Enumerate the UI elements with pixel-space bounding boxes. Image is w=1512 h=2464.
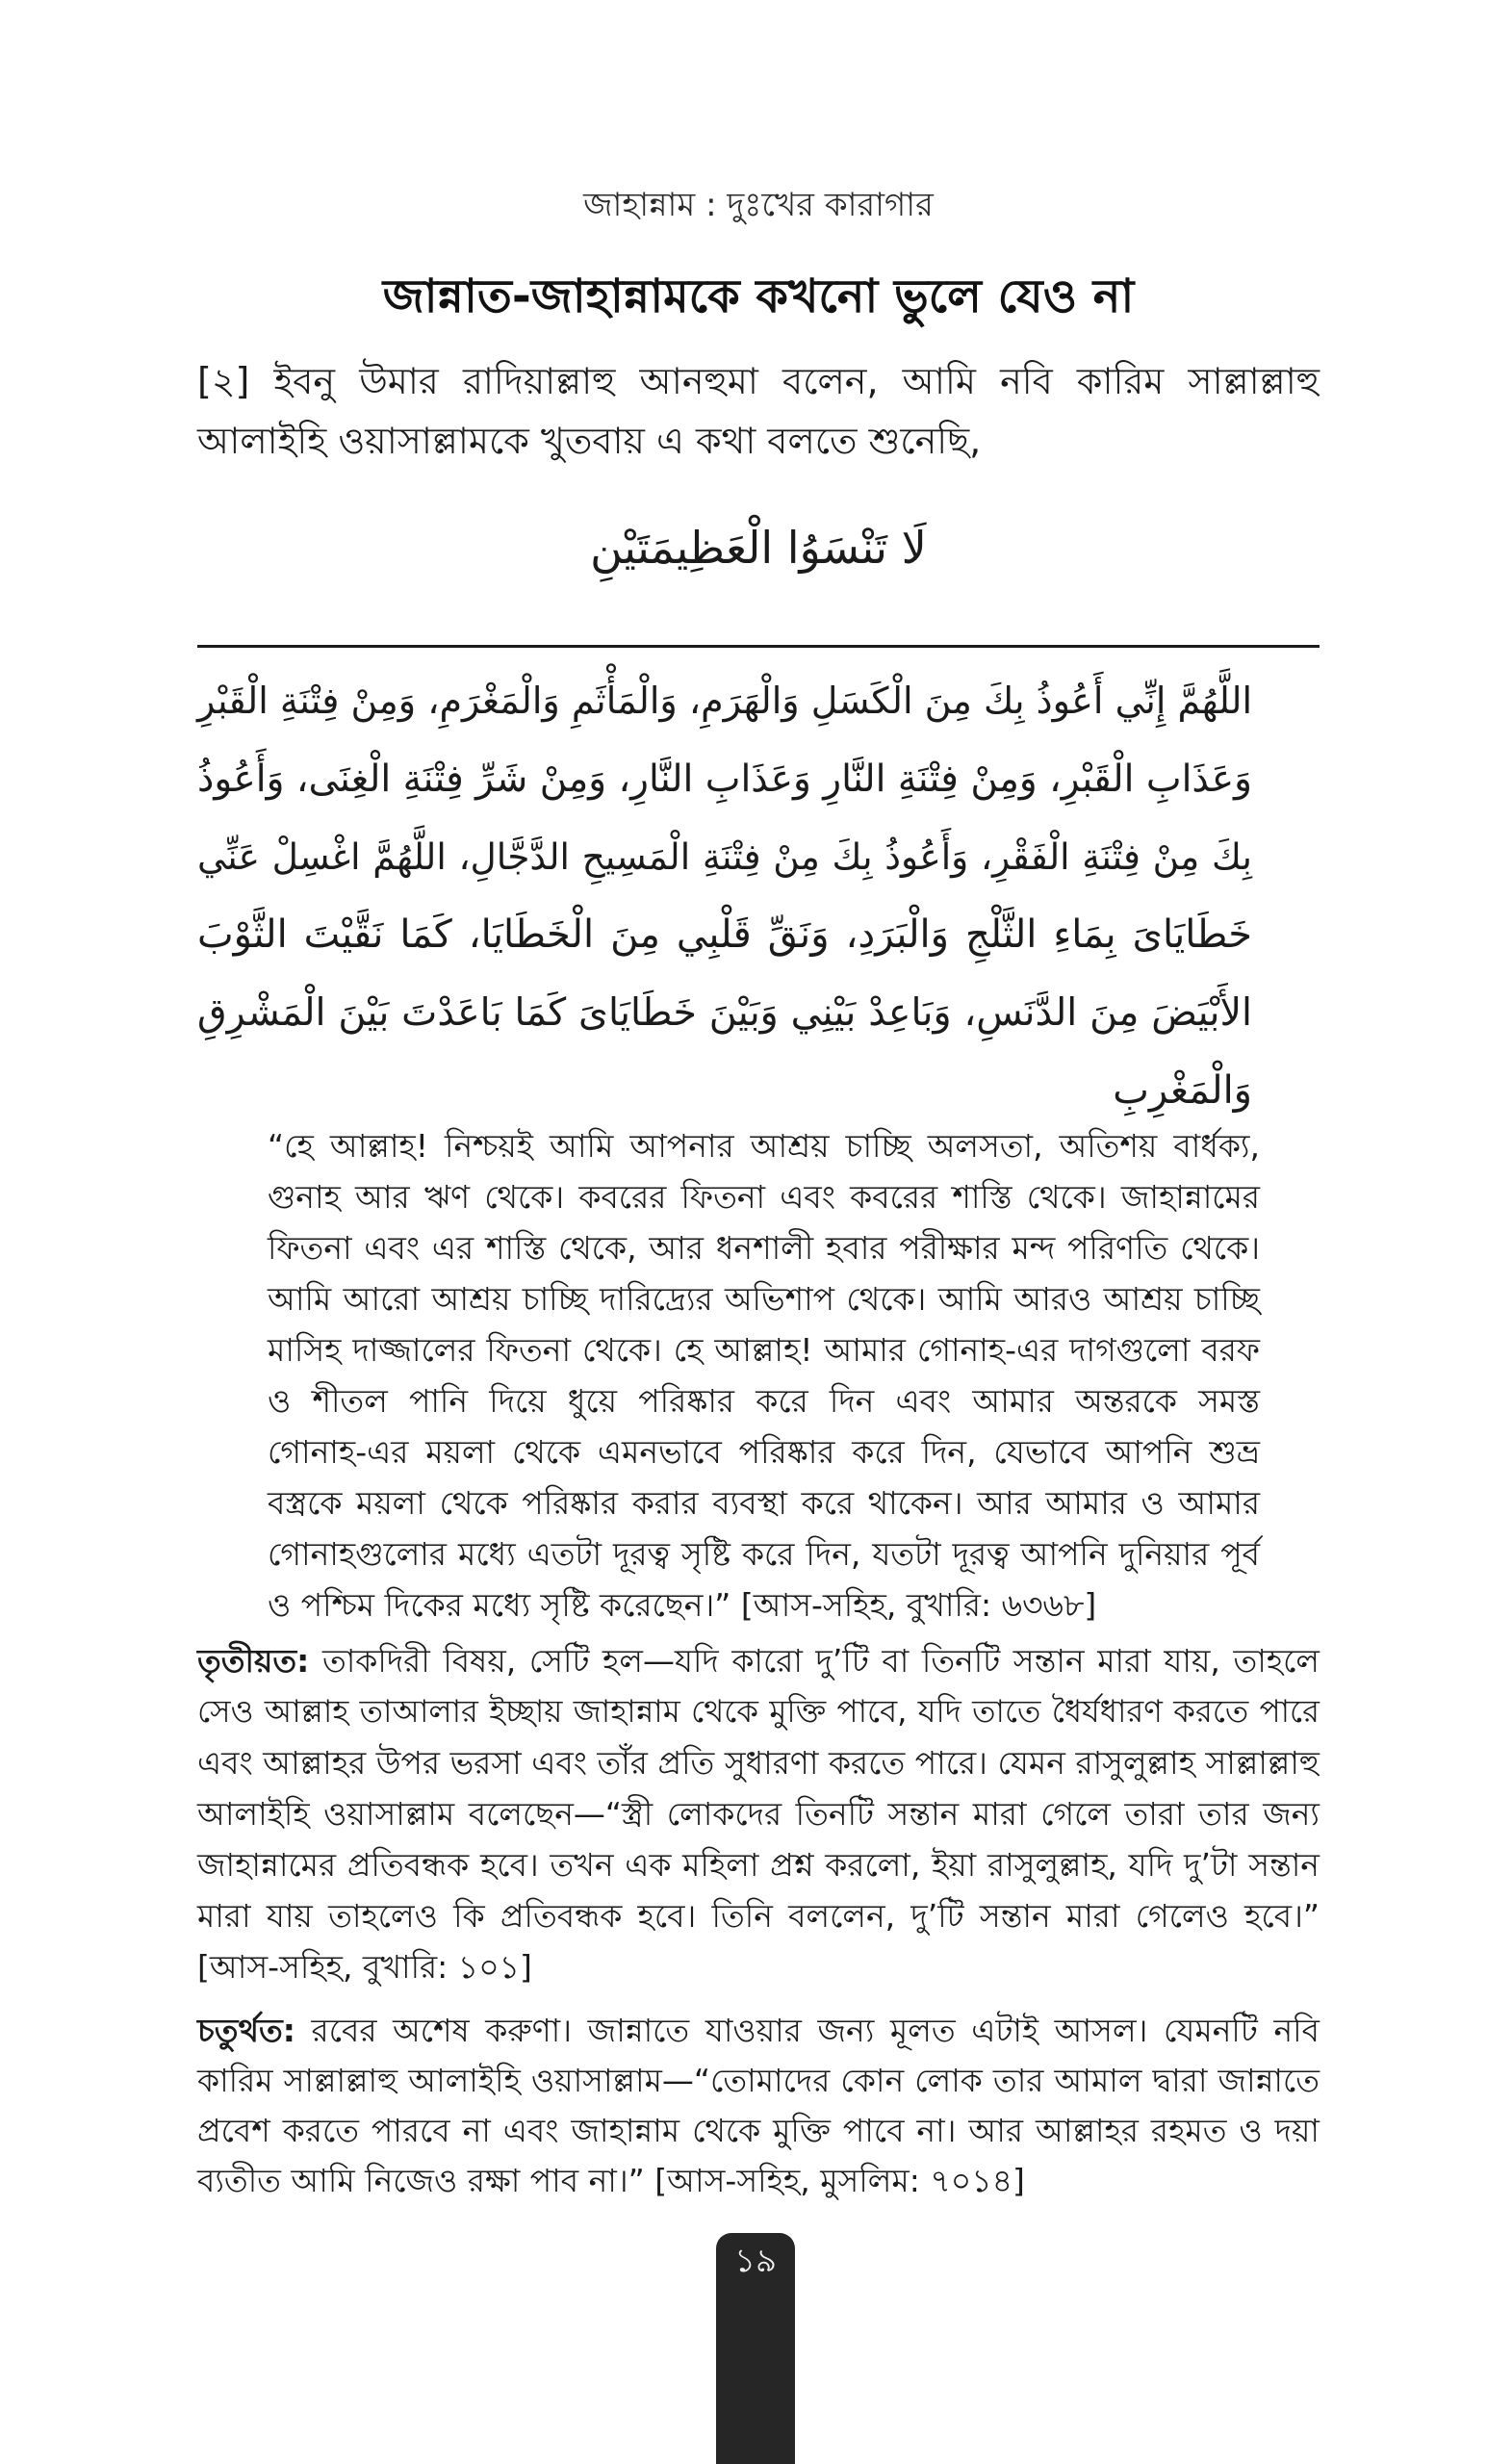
- fourth-point-line: প্রবেশ করতে পারবে না এবং জাহান্নাম থেকে মুক্তি পাবে না। আর আল্লাহর রহমত ও দয়া: [197, 2112, 1320, 2149]
- section-title: জান্নাত-জাহান্নামকে কখনো ভুলে যেও না: [382, 270, 1135, 323]
- translation-line: “হে আল্লাহ! নিশ্চয়ই আমি আপনার আশ্রয় চাচ্ছি অলসতা, অতিশয় বার্ধক্য,: [268, 1127, 1260, 1165]
- hadith-arabic-phrase: لَا تَنْسَوُا الْعَظِيمَتَيْنِ: [590, 522, 927, 574]
- translation-line: বস্ত্রকে ময়লা থেকে পরিষ্কার করার ব্যবস্থা করে থাকেন। আর আমার ও আমার: [268, 1484, 1260, 1522]
- divider: [197, 645, 1320, 648]
- translation-line: গোনাহগুলোর মধ্যে এতটা দূরত্ব সৃষ্টি করে দিন, যতটা দূরত্ব আপনি দুনিয়ার পূর্ব: [268, 1535, 1260, 1573]
- fourth-point-line: ব্যতীত আমি নিজেও রক্ষা পাব না।” [আস-সহিহ, মুসলিম: ৭০১৪]: [197, 2162, 1025, 2199]
- translation-line: ও পশ্চিম দিকের মধ্যে সৃষ্টি করেছেন।” [আস-সহিহ, বুখারি: ৬৩৬৮]: [268, 1586, 1097, 1624]
- line-text: রবের অশেষ করুণা। জান্নাতে যাওয়ার জন্য মূলত এটাই আসল। যেমনটি নবি: [311, 2012, 1320, 2049]
- translation-line: ও শীতল পানি দিয়ে ধুয়ে পরিষ্কার করে দিন এবং আমার অন্তরকে সমস্ত: [268, 1382, 1260, 1420]
- third-point-line: [197, 1635, 1320, 1686]
- page-number-tab: [716, 2233, 795, 2464]
- third-point-line: জাহান্নামের প্রতিবন্ধক হবে। তখন এক মহিলা প্রশ্ন করলো, ইয়া রাসুলুল্লাহ, যদি দু’টা সন্তান: [197, 1846, 1320, 1884]
- hadith-line: আলাইহি ওয়াসাল্লামকে খুতবায় এ কথা বলতে শুনেছি,: [197, 420, 982, 462]
- third-point-paragraph: [197, 1635, 1320, 1992]
- arabic-line: وَعَذَابِ الْقَبْرِ، وَمِنْ فِتْنَةِ النَّارِ وَعَذَابِ النَّارِ، وَمِنْ شَرِّ فِتْنَةِ الْغِنَى، وَأَعُوذُ: [197, 757, 1252, 801]
- arabic-line: الأَبْيَضَ مِنَ الدَّنَسِ، وَبَاعِدْ بَيْنِي وَبَيْنَ خَطَايَاىَ كَمَا بَاعَدْتَ بَيْنَ الْمَشْرِقِ: [197, 990, 1252, 1035]
- translation-line: আমি আরো আশ্রয় চাচ্ছি দারিদ্র্যের অভিশাপ থেকে। আমি আরও আশ্রয় চাচ্ছি: [268, 1280, 1260, 1318]
- arabic-line: اللَّهُمَّ إِنِّي أَعُوذُ بِكَ مِنَ الْكَسَلِ وَالْهَرَمِ، وَالْمَأْثَمِ وَالْمَغْرَمِ، وَمِنْ فِتْنَةِ الْقَبْرِ: [197, 680, 1252, 722]
- third-point-line: মারা যায় তাহলেও কি প্রতিবন্ধক হবে। তিনি বললেন, দু’টি সন্তান মারা গেলেও হবে।”: [197, 1897, 1320, 1935]
- fourth-point-paragraph: [197, 2006, 1320, 2206]
- translation-line: মাসিহ দাজ্জালের ফিতনা থেকে। হে আল্লাহ! আমার গোনাহ-এর দাগগুলো বরফ: [268, 1331, 1260, 1369]
- translation-line: গোনাহ-এর ময়লা থেকে এমনভাবে পরিষ্কার করে দিন, যেভাবে আপনি শুভ্র: [268, 1433, 1260, 1471]
- third-point-line: এবং আল্লাহর উপর ভরসা এবং তাঁর প্রতি সুধারণা করতে পারে। যেমন রাসুলুল্লাহ সাল্লাল্লাহু: [197, 1744, 1320, 1782]
- arabic-line: بِكَ مِنْ فِتْنَةِ الْفَقْرِ، وَأَعُوذُ بِكَ مِنْ فِتْنَةِ الْمَسِيحِ الدَّجَّالِ، اللَّهُمَّ اغْسِلْ عَنِّي: [197, 835, 1252, 878]
- arabic-line: خَطَايَاىَ بِمَاءِ الثَّلْجِ وَالْبَرَدِ، وَنَقِّ قَلْبِي مِنَ الْخَطَايَا، كَمَا نَقَّيْتَ الثَّوْبَ: [197, 912, 1252, 957]
- translation-line: গুনাহ আর ঋণ থেকে। কবরের ফিতনা এবং কবরের শাস্তি থেকে। জাহান্নামের: [268, 1178, 1260, 1216]
- dua-translation-block: [268, 1120, 1260, 1630]
- running-header: জাহান্নাম : দুঃখের কারাগার: [583, 186, 934, 224]
- translation-line: ফিতনা এবং এর শাস্তি থেকে, আর ধনশালী হবার পরীক্ষার মন্দ পরিণতি থেকে।: [268, 1229, 1260, 1267]
- line-text: তাকদিরী বিষয়, সেটি হল—যদি কারো দু’টি বা তিনটি সন্তান মারা যায়, তাহলে: [321, 1642, 1320, 1680]
- hadith-paragraph: [197, 351, 1320, 471]
- fourth-point-line: কারিম সাল্লাল্লাহু আলাইহি ওয়াসাল্লাম—“তোমাদের কোন লোক তার আমাল দ্বারা জান্নাতে: [197, 2062, 1320, 2099]
- arabic-line: وَالْمَغْرِبِ: [1113, 1068, 1252, 1113]
- third-point-line: আলাইহি ওয়াসাল্লাম বলেছেন—“স্ত্রী লোকদের তিনটি সন্তান মারা গেলে তারা তার জন্য: [197, 1795, 1320, 1833]
- fourth-point-line: [197, 2006, 1320, 2056]
- third-point-line: [আস-সহিহ, বুখারি: ১০১]: [197, 1948, 532, 1986]
- point-label: চতুর্থত:: [197, 2012, 295, 2049]
- hadith-line: [২] ইবনু উমার রাদিয়াল্লাহু আনহুমা বলেন, আমি নবি কারিম সাল্লাল্লাহু: [197, 360, 1320, 402]
- dua-arabic-block: [197, 662, 1252, 1130]
- page-number: ১৯: [733, 2242, 778, 2280]
- point-label: তৃতীয়ত:: [197, 1642, 310, 1680]
- third-point-line: সেও আল্লাহ তাআলার ইচ্ছায় জাহান্নাম থেকে মুক্তি পাবে, যদি তাতে ধৈর্যধারণ করতে পারে: [197, 1693, 1320, 1730]
